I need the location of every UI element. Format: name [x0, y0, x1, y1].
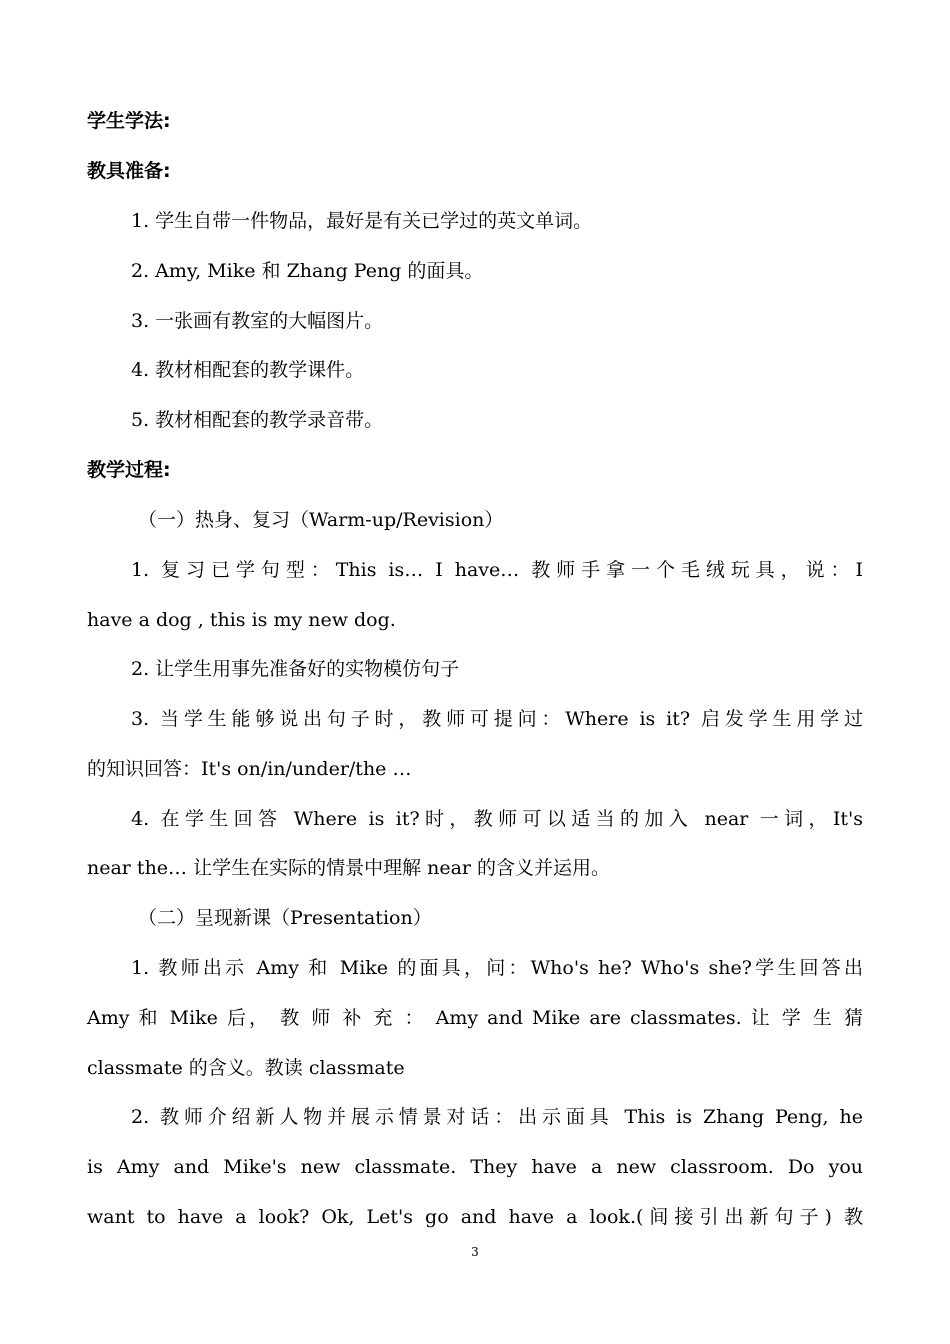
section-title-presentation: （二）呈现新课（Presentation） — [138, 907, 432, 929]
paragraph-line: 4. 在学生回答 Where is it?时，教师可以适当的加入 near 一词，It's — [131, 808, 863, 830]
paragraph-line: Amy 和 Mike 后， 教 师 补 充 ： Amy and Mike are classmates. 让 学 生 猜 — [87, 1007, 863, 1029]
materials-item-1: 1. 学生自带一件物品，最好是有关已学过的英文单词。 — [131, 210, 593, 232]
heading-study-method: 学生学法: — [87, 110, 171, 132]
paragraph-line: 2. 教师介绍新人物并展示情景对话：出示面具 This is Zhang Peng, he — [131, 1106, 863, 1128]
paragraph-line: near the… 让学生在实际的情景中理解 near 的含义并运用。 — [87, 857, 611, 879]
paragraph-line: 的知识回答：It's on/in/under/the … — [87, 758, 412, 780]
page-number: 3 — [471, 1245, 479, 1259]
materials-item-5: 5. 教材相配套的教学录音带。 — [131, 409, 384, 431]
paragraph-line: is Amy and Mike's new classmate. They have a new classroom. Do you — [87, 1156, 863, 1178]
paragraph-line: want to have a look? Ok, Let's go and have a look.(间接引出新句子) 教 — [87, 1206, 863, 1228]
paragraph-line: 1. 复习已学句型：This is… I have… 教师手拿一个毛绒玩具，说：I — [131, 559, 863, 581]
paragraph-line: have a dog , this is my new dog. — [87, 609, 396, 631]
materials-item-4: 4. 教材相配套的教学课件。 — [131, 359, 365, 381]
paragraph-line: 1. 教师出示 Amy 和 Mike 的面具，问：Who's he? Who's she?学生回答出 — [131, 957, 863, 979]
paragraph-line: 3. 当学生能够说出句子时，教师可提问：Where is it? 启发学生用学过 — [131, 708, 863, 730]
heading-materials: 教具准备: — [87, 160, 171, 182]
paragraph-line: 2. 让学生用事先准备好的实物模仿句子 — [131, 658, 460, 680]
paragraph-line: classmate 的含义。教读 classmate — [87, 1057, 405, 1079]
heading-process: 教学过程: — [87, 459, 171, 481]
section-title-warmup: （一）热身、复习（Warm-up/Revision） — [138, 509, 504, 531]
materials-item-2: 2. Amy, Mike 和 Zhang Peng 的面具。 — [131, 260, 484, 282]
materials-item-3: 3. 一张画有教室的大幅图片。 — [131, 310, 384, 332]
